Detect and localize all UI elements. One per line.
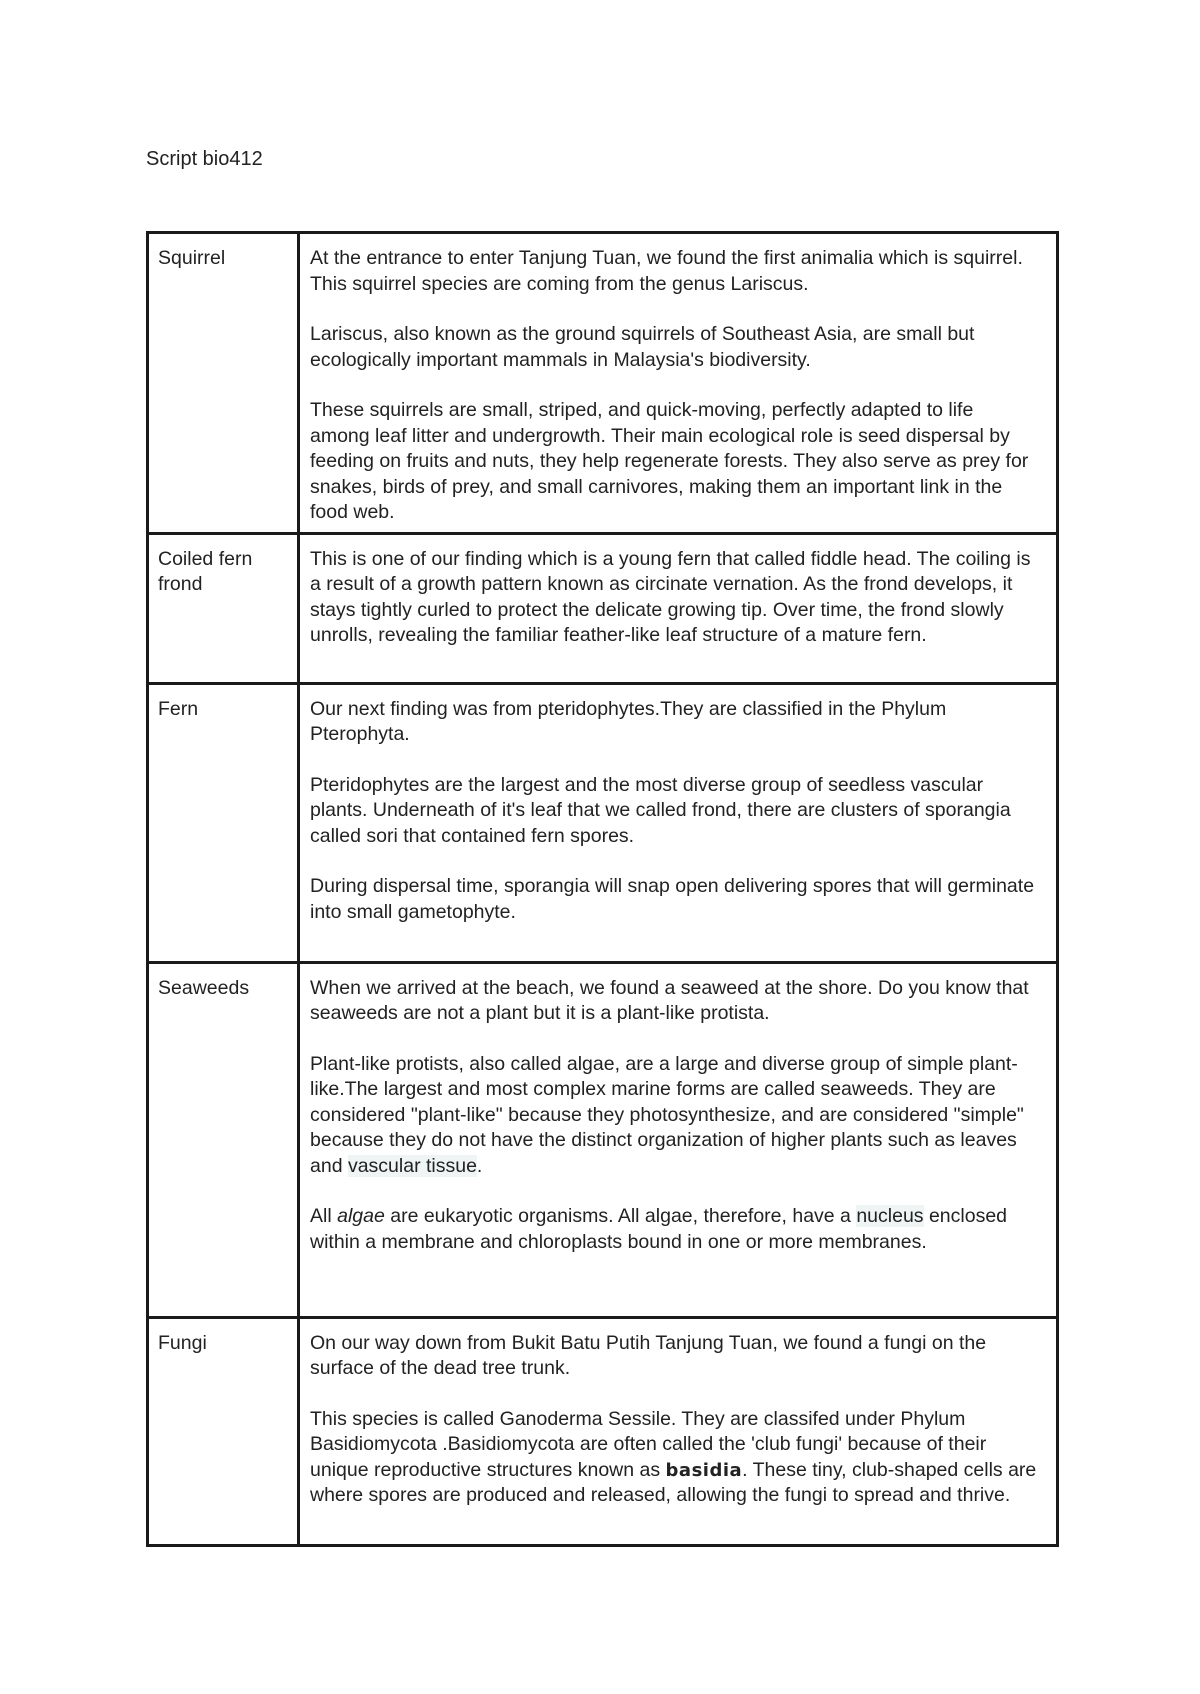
- script-table: [146, 231, 1059, 1547]
- specimen-description: [299, 233, 1058, 534]
- table-row-squirrel: [148, 233, 1058, 534]
- specimen-description: [299, 683, 1058, 962]
- table-row-coiled-fern-frond: [148, 533, 1058, 683]
- table-row-seaweeds: [148, 962, 1058, 1317]
- text-run: .: [476, 1154, 483, 1177]
- specimen-name: Fern: [148, 683, 299, 962]
- specimen-name: Coiled fern frond: [148, 533, 299, 683]
- specimen-name: Fungi: [148, 1317, 299, 1545]
- specimen-name: Squirrel: [148, 233, 299, 534]
- table-row-fern: [148, 683, 1058, 962]
- document-title: Script bio412: [146, 148, 263, 170]
- table-row-fungi: [148, 1317, 1058, 1545]
- description-paragraph: [310, 1052, 1038, 1180]
- description-paragraph: At the entrance to enter Tanjung Tuan, we found the first animalia which is squirrel. This squirrel species are coming from the genus Lariscus.: [310, 247, 1023, 295]
- text-run: . These tiny, club-shaped cells are where spores are produced and released, allowing the fungi to spread and thrive.: [310, 1458, 1037, 1506]
- description-paragraph: Our next finding was from pteridophytes.They are classified in the Phylum Pterophyta.: [310, 697, 947, 745]
- highlighted-text: nucleus: [856, 1205, 924, 1227]
- description-paragraph: [310, 1204, 1038, 1255]
- text-run: enclosed within a membrane and chloroplasts bound in one or more membranes.: [310, 1205, 1008, 1253]
- italic-term: algae: [337, 1205, 385, 1227]
- text-run: All: [310, 1205, 338, 1227]
- text-run: This species is called Ganoderma Sessile. They are classifed under Phylum Basidiomycota .Basidiomycota are often called the 'club fungi' because of their unique reproductive structures known as: [310, 1407, 987, 1481]
- description-paragraph: When we arrived at the beach, we found a seaweed at the shore. Do you know that seaweeds are not a plant but it is a plant-like protista.: [310, 976, 1029, 1024]
- specimen-description: [299, 1317, 1058, 1545]
- description-paragraph: During dispersal time, sporangia will snap open delivering spores that will germinate into small gametophyte.: [310, 875, 1035, 923]
- specimen-name: Seaweeds: [148, 962, 299, 1317]
- highlighted-text: vascular tissue: [347, 1154, 477, 1177]
- description-paragraph: On our way down from Bukit Batu Putih Tanjung Tuan, we found a fungi on the surface of the dead tree trunk.: [310, 1331, 987, 1379]
- description-paragraph: Pteridophytes are the largest and the most diverse group of seedless vascular plants. Underneath of it's leaf that we called frond, there are clusters of sporangia called sori that contained fern spores.: [310, 773, 1011, 847]
- description-paragraph: Lariscus, also known as the ground squirrels of Southeast Asia, are small but ecologically important mammals in Malaysia's biodiversity.: [310, 323, 975, 371]
- description-paragraph: This is one of our finding which is a young fern that called fiddle head. The coiling is a result of a growth pattern known as circinate vernation. As the frond develops, it stays tightly curled to protect the delicate growing tip. Over time, the frond slowly unrolls, revealing the familiar feather-like leaf structure of a mature fern.: [310, 547, 1031, 646]
- specimen-description: [299, 533, 1058, 683]
- bold-term: basidia: [665, 1459, 743, 1481]
- description-paragraph: [310, 1407, 1038, 1509]
- specimen-description: [299, 962, 1058, 1317]
- description-paragraph: These squirrels are small, striped, and quick-moving, perfectly adapted to life among leaf litter and undergrowth. Their main ecological role is seed dispersal by feeding on fruits and nuts, they help regenerate forests. They also serve as prey for snakes, birds of prey, and small carnivores, making them an important link in the food web.: [310, 399, 1029, 523]
- text-run: Plant-like protists, also called algae, are a large and diverse group of simple plant-like.The largest and most complex marine forms are called seaweeds. They are considered "plant-like" because they photosynthesize, and are considered "simple" because they do not have the distinct organization of higher plants such as leaves and: [310, 1052, 1024, 1177]
- text-run: are eukaryotic organisms. All algae, therefore, have a: [384, 1205, 857, 1227]
